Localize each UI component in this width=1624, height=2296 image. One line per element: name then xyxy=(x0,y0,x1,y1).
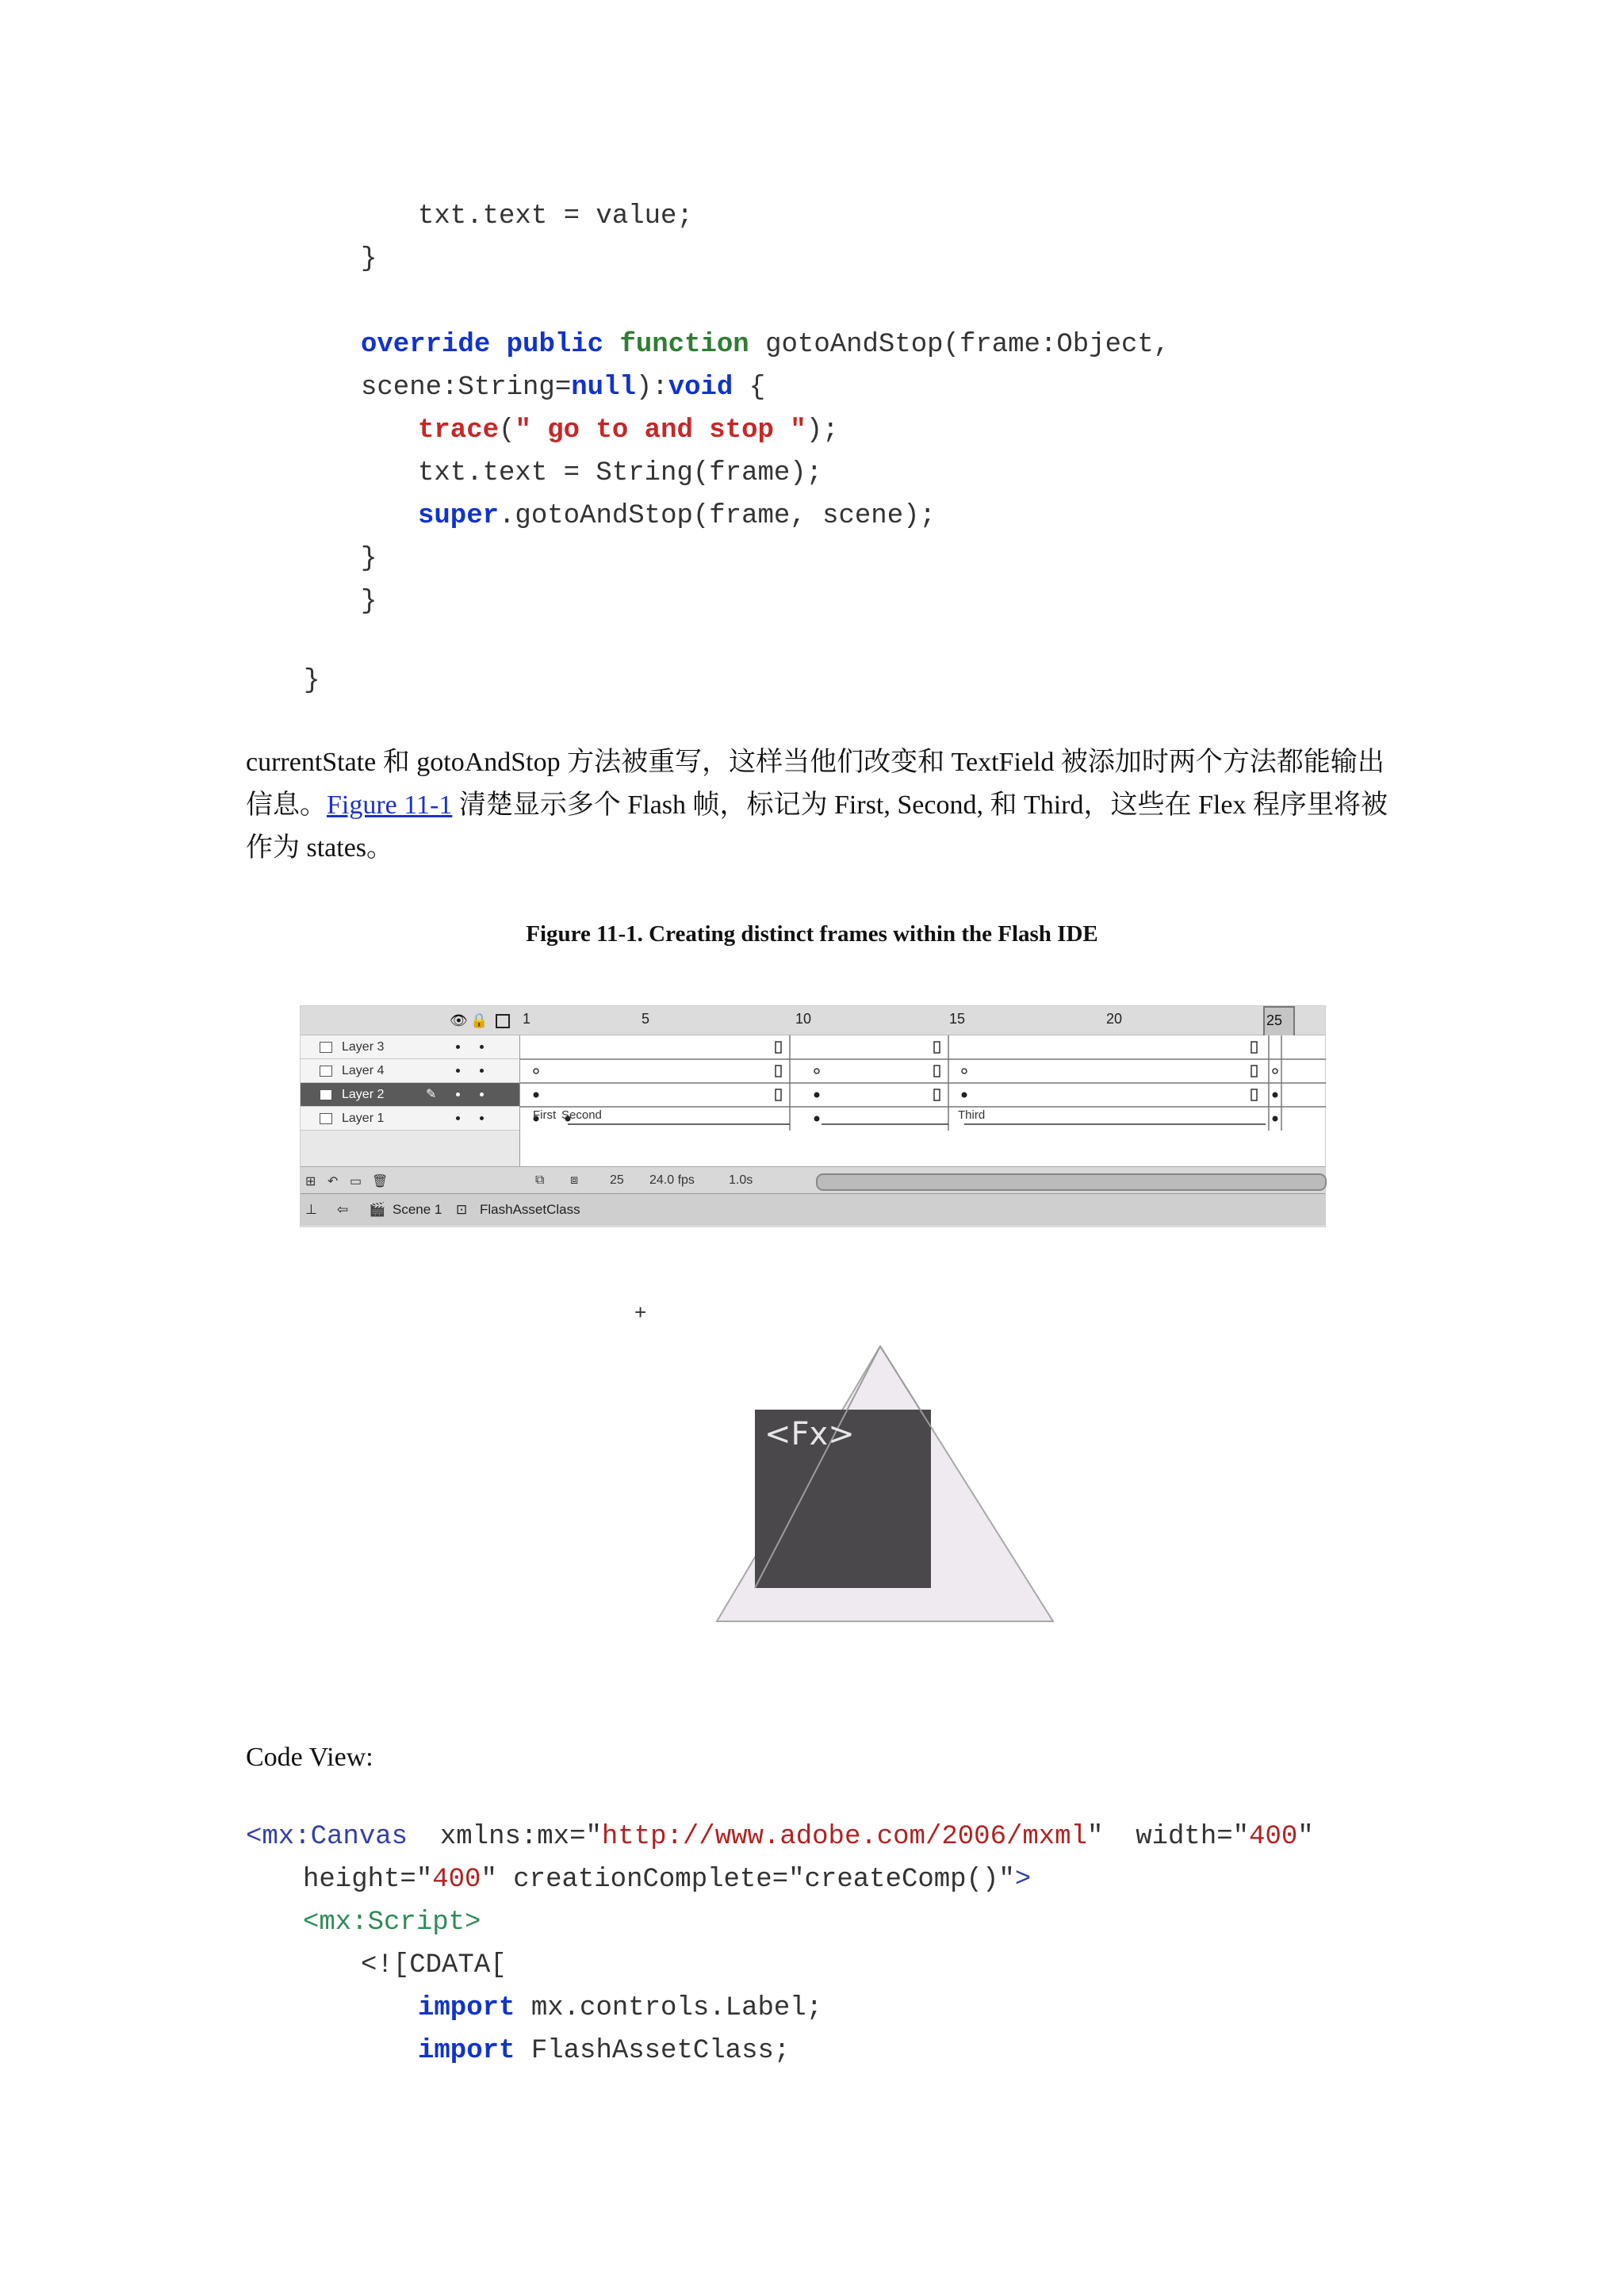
trace-open: ( xyxy=(499,415,515,446)
code-closing-brace: } xyxy=(361,244,377,274)
paragraph-text-1: currentState 和 gotoAndStop 方法被重写，这样当他们改变和 TextField 被添加时两个方法都能输出信息。 xyxy=(246,748,1385,820)
layer-icon xyxy=(320,1089,332,1100)
frames-area[interactable] xyxy=(519,1035,1325,1166)
frame-label-second: Second xyxy=(561,1108,602,1122)
timeline-footer xyxy=(301,1166,1325,1194)
figure-link[interactable]: Figure 11-1 xyxy=(327,790,453,820)
cdata-line: <![CDATA[ xyxy=(361,1950,507,1980)
layer-icon xyxy=(320,1066,332,1077)
playhead[interactable] xyxy=(1263,1006,1295,1038)
code-closing-brace-3: } xyxy=(361,587,377,617)
add-folder-icon[interactable]: ▭ xyxy=(350,1175,362,1188)
keyword-trace: trace xyxy=(418,415,500,446)
code-super-line xyxy=(418,495,936,538)
back-arrow-icon[interactable]: ⇦ xyxy=(337,1202,349,1217)
playhead-frame: 25 xyxy=(1266,1012,1283,1028)
frames-grid xyxy=(520,1035,1326,1131)
lock-dot[interactable] xyxy=(480,1069,484,1073)
signature-part1: gotoAndStop(frame:Object, xyxy=(749,330,1170,360)
code-closing-brace-2: } xyxy=(361,544,377,574)
timeline-header xyxy=(301,1006,1325,1035)
frame-number: 5 xyxy=(642,1011,650,1027)
super-call: .gotoAndStop(frame, scene); xyxy=(499,501,936,531)
visibility-dot[interactable] xyxy=(456,1116,460,1120)
delete-layer-icon[interactable]: 🗑 xyxy=(372,1175,389,1188)
timeline-toggle-icon[interactable]: ⊥ xyxy=(305,1202,317,1217)
layer-icon xyxy=(320,1113,332,1124)
xmlns-value: http://www.adobe.com/2006/mxml xyxy=(601,1822,1087,1852)
visibility-dot[interactable] xyxy=(456,1045,460,1049)
width-value: 400 xyxy=(1249,1822,1298,1852)
add-layer-icon[interactable]: ⊞ xyxy=(305,1175,316,1188)
fx-label: <Fx> xyxy=(764,1416,855,1452)
lock-dot[interactable] xyxy=(480,1093,484,1096)
signature-open-brace: { xyxy=(733,373,766,403)
code-view-label: Code View: xyxy=(246,1743,373,1772)
keyword-null: null xyxy=(571,373,636,403)
keyword-import: import xyxy=(418,1993,515,2023)
keyword-void: void xyxy=(668,373,733,403)
add-guide-icon[interactable]: ↶ xyxy=(327,1175,339,1188)
width-attr: " width=" xyxy=(1087,1822,1250,1852)
registration-point-icon: + xyxy=(634,1300,647,1324)
keyword-public: public xyxy=(506,330,604,360)
scene-name[interactable]: Scene 1 xyxy=(393,1202,442,1217)
keyword-super: super xyxy=(418,501,500,531)
canvas-tag: <mx:Canvas xyxy=(246,1822,408,1852)
layer-icon xyxy=(320,1042,332,1053)
height-attr: height=" xyxy=(303,1865,433,1895)
onion-skin-icon[interactable]: ⧉ xyxy=(535,1173,545,1187)
code-signature-line2 xyxy=(361,366,765,409)
mxml-script-tag: <mx:Script> xyxy=(303,1908,481,1938)
stage-artwork xyxy=(698,1340,1063,1633)
frame-rate: 24.0 fps xyxy=(649,1173,695,1187)
trace-string: " go to and stop " xyxy=(515,415,806,446)
frame-label-first: First xyxy=(533,1108,557,1122)
frame-number: 15 xyxy=(949,1011,966,1027)
frame-number: 10 xyxy=(795,1011,812,1027)
code-txt-string-line: txt.text = String(frame); xyxy=(418,458,823,488)
figure-caption: Figure 11-1. Creating distinct frames within the Flash IDE xyxy=(526,921,1098,947)
keyword-override: override xyxy=(361,330,491,360)
timeline-scrollbar[interactable] xyxy=(816,1173,1327,1191)
mxml-height-line xyxy=(303,1858,1031,1901)
height-value: 400 xyxy=(432,1865,481,1895)
eye-icon: 👁 xyxy=(450,1012,468,1028)
mxml-canvas-line xyxy=(246,1816,1314,1858)
scene-icon: 🎬 xyxy=(369,1202,386,1217)
layer-name: Layer 1 xyxy=(342,1112,385,1125)
import-label-line xyxy=(418,1987,822,2030)
pencil-icon: ✎ xyxy=(426,1088,437,1101)
import-flashasset: FlashAssetClass; xyxy=(515,2036,791,2066)
layer-name: Layer 3 xyxy=(342,1040,385,1054)
elapsed-time: 1.0s xyxy=(729,1173,753,1187)
scene-bar xyxy=(301,1193,1325,1226)
code-function-signature xyxy=(361,323,1170,366)
trace-close: ); xyxy=(806,415,839,446)
current-frame: 25 xyxy=(610,1173,624,1187)
layer-name: Layer 2 xyxy=(342,1088,385,1101)
keyword-import: import xyxy=(418,2036,515,2066)
lock-dot[interactable] xyxy=(480,1045,484,1049)
code-closing-brace-4: } xyxy=(304,666,320,696)
creation-complete: " creationComplete="createComp()" xyxy=(481,1865,1015,1895)
width-close: " xyxy=(1297,1822,1314,1852)
description-paragraph xyxy=(246,741,1388,870)
outline-icon xyxy=(496,1014,510,1028)
frame-number: 20 xyxy=(1106,1011,1123,1027)
flash-timeline-panel xyxy=(300,1005,1326,1227)
lock-dot[interactable] xyxy=(480,1116,484,1120)
keyword-function: function xyxy=(619,330,749,360)
code-trace-line xyxy=(418,409,839,452)
paragraph-text-2: 清楚显示多个 Flash 帧，标记为 First, Second, 和 Third，这些在 Flex 程序里将被作为 states。 xyxy=(246,790,1388,863)
visibility-dot[interactable] xyxy=(456,1093,460,1096)
frame-number: 1 xyxy=(523,1011,531,1027)
code-line-txt-value: txt.text = value; xyxy=(418,201,693,232)
import-flashasset-line xyxy=(418,2030,790,2072)
xmlns-attr: xmlns:mx=" xyxy=(408,1822,602,1852)
frame-label-third: Third xyxy=(958,1108,986,1122)
signature-colon: ): xyxy=(635,373,668,403)
tag-end: > xyxy=(1014,1865,1032,1895)
symbol-name[interactable]: FlashAssetClass xyxy=(480,1202,580,1217)
symbol-icon: ⊡ xyxy=(456,1202,468,1217)
edit-multiple-icon[interactable]: ⧈ xyxy=(570,1173,579,1187)
layer-name: Layer 4 xyxy=(342,1064,385,1077)
visibility-dot[interactable] xyxy=(456,1069,460,1073)
lock-icon: 🔒 xyxy=(470,1012,488,1028)
import-label: mx.controls.Label; xyxy=(515,1993,823,2023)
signature-scene: scene:String= xyxy=(361,373,572,403)
